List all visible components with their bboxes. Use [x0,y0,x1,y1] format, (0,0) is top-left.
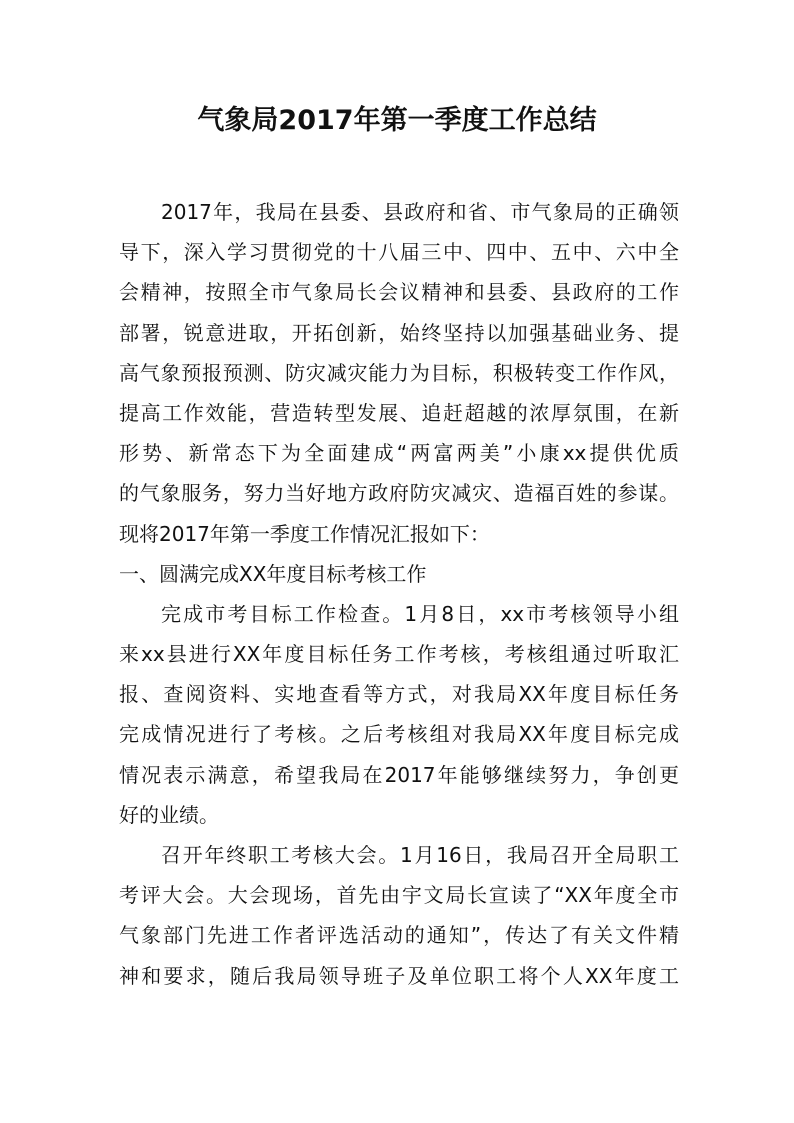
paragraph-line: 导下，深入学习贯彻党的十八届三中、四中、五中、六中全 [119,240,679,265]
paragraph-line: 考评大会。大会现场，首先由宇文局长宣读了“XX年度全市 [119,883,679,908]
paragraph-line: 部署，锐意进取，开拓创新，始终坚持以加强基础业务、提 [119,320,679,345]
paragraph-line: 气象部门先进工作者评选活动的通知”，传达了有关文件精 [119,923,679,948]
paragraph-line: 来xx县进行XX年度目标任务工作考核，考核组通过听取汇 [119,642,679,667]
paragraph-line: 好的业绩。 [119,802,219,827]
section-heading: 一、圆满完成XX年度目标考核工作 [119,561,427,586]
paragraph-line: 召开年终职工考核大会。1月16日，我局召开全局职工 [161,843,679,867]
document-body [119,192,679,996]
paragraph-line: 情况表示满意，希望我局在2017年能够继续努力，争创更 [119,762,679,787]
paragraph-line: 神和要求，随后我局领导班子及单位职工将个人XX年度工 [119,963,679,988]
paragraph-line: 会精神，按照全市气象局长会议精神和县委、县政府的工作 [119,280,679,305]
document-title: 气象局2017年第一季度工作总结 [197,105,597,136]
paragraph-line: 的气象服务，努力当好地方政府防灾减灾、造福百姓的参谋。 [119,481,679,506]
paragraph-line: 高气象预报预测、防灾减灾能力为目标，积极转变工作作风， [119,360,679,385]
paragraph-line: 2017年，我局在县委、县政府和省、市气象局的正确领 [161,200,679,224]
paragraph-line: 完成情况进行了考核。之后考核组对我局XX年度目标完成 [119,722,679,747]
paragraph-line: 完成市考目标工作检查。1月8日，xx市考核领导小组 [161,601,679,626]
paragraph-line: 提高工作效能，营造转型发展、追赶超越的浓厚氛围，在新 [119,400,679,425]
paragraph-line: 形势、新常态下为全面建成“两富两美”小康xx提供优质 [119,441,679,466]
paragraph-line: 报、查阅资料、实地查看等方式，对我局XX年度目标任务 [119,682,679,707]
paragraph-line: 现将2017年第一季度工作情况汇报如下： [119,521,490,546]
